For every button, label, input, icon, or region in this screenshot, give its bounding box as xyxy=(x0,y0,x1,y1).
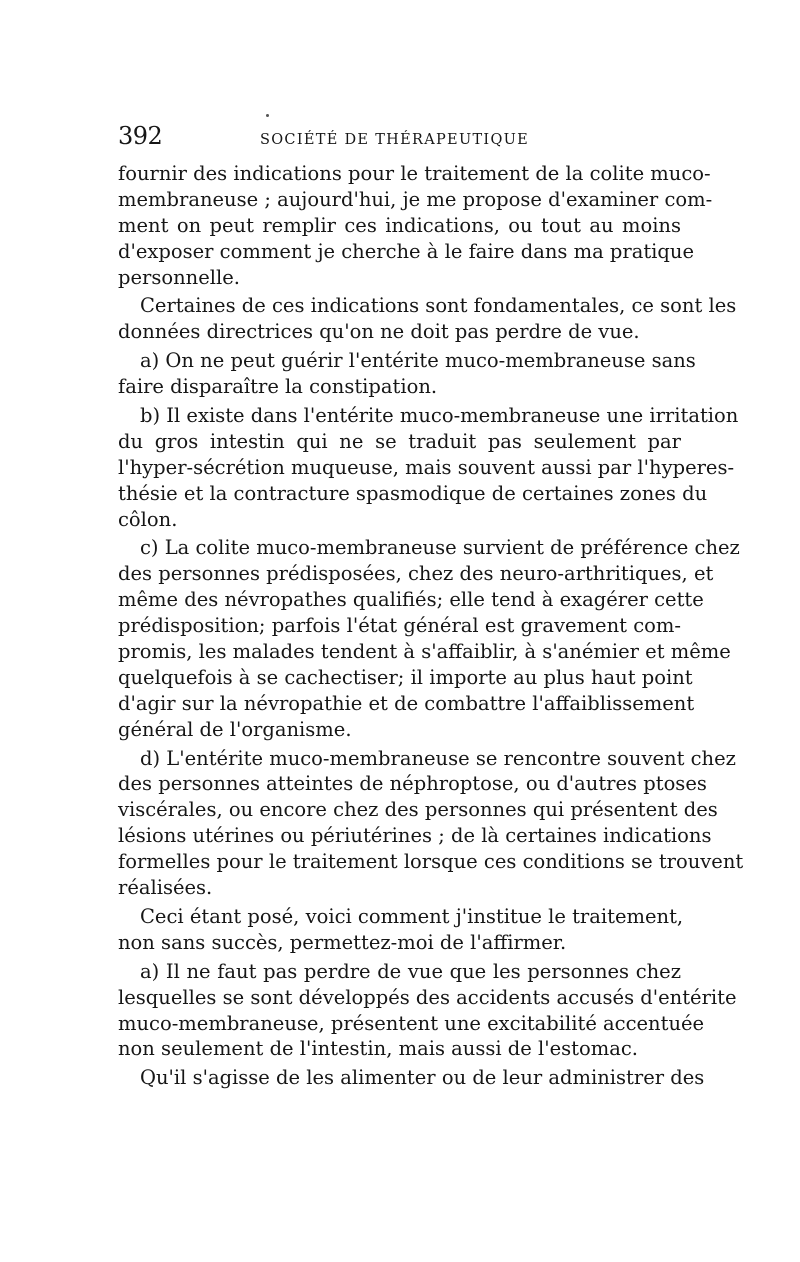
print-speck xyxy=(266,114,269,117)
text-line: côlon. xyxy=(118,507,178,531)
text-line: fournir des indications pour le traitement de la colite muco- xyxy=(118,162,711,185)
text-line: thésie et la contracture spasmodique de certaines zones du xyxy=(118,481,708,505)
text-line: des personnes prédisposées, chez des neuro-arthritiques, et xyxy=(118,562,714,586)
text-line: d'agir sur la névropathie et de combattre l'affaiblissement xyxy=(118,691,695,715)
text-line: viscérales, ou encore chez des personnes qui présentent des xyxy=(118,798,718,822)
text-line: Ceci étant posé, voici comment j'institue le traitement, xyxy=(140,904,684,928)
text-line: membraneuse ; aujourd'hui, je me propose d'examiner com- xyxy=(118,187,713,211)
text-line: données directrices qu'on ne doit pas perdre de vue. xyxy=(118,320,640,344)
text-line: non sans succès, permettez-moi de l'affirmer. xyxy=(118,930,567,954)
text-line: a) Il ne faut pas perdre de vue que les personnes chez xyxy=(140,959,681,983)
body-text xyxy=(118,161,744,1091)
text-line: même des névropathes qualifiés; elle tend à exagérer cette xyxy=(118,588,704,612)
text-line: formelles pour le traitement lorsque ces conditions se trouvent xyxy=(118,850,744,874)
text-line: l'hyper-sécrétion muqueuse, mais souvent aussi par l'hyperes- xyxy=(118,455,735,479)
text-line: non seulement de l'intestin, mais aussi de l'estomac. xyxy=(118,1037,638,1061)
text-line: muco-membraneuse, présentent une excitabilité accentuée xyxy=(118,1011,705,1035)
text-line: ment on peut remplir ces indications, ou tout au moins xyxy=(118,213,681,237)
text-line: personnelle. xyxy=(118,265,240,289)
page-header xyxy=(118,121,681,155)
running-title: SOCIÉTÉ DE THÉRAPEUTIQUE xyxy=(260,132,530,148)
text-line: quelquefois à se cachectiser; il importe au plus haut point xyxy=(118,665,693,689)
text-line: d'exposer comment je cherche à le faire dans ma pratique xyxy=(118,239,695,263)
text-line: Qu'il s'agisse de les alimenter ou de leur administrer des xyxy=(140,1066,705,1090)
text-line: c) La colite muco-membraneuse survient de préférence chez xyxy=(140,536,740,560)
page-number: 392 xyxy=(118,122,163,150)
text-line: b) Il existe dans l'entérite muco-membraneuse une irritation xyxy=(140,404,739,428)
text-line: Certaines de ces indications sont fondamentales, ce sont les xyxy=(140,294,737,318)
text-line: promis, les malades tendent à s'affaiblir, à s'anémier et même xyxy=(118,640,731,664)
text-line: réalisées. xyxy=(118,876,213,900)
text-line: du gros intestin qui ne se traduit pas seulement par xyxy=(118,429,681,453)
text-line: général de l'organisme. xyxy=(118,717,352,741)
text-line: a) On ne peut guérir l'entérite muco-membraneuse sans xyxy=(140,349,696,373)
text-line: lesquelles se sont développés des accidents accusés d'entérite xyxy=(118,985,737,1009)
text-line: des personnes atteintes de néphroptose, ou d'autres ptoses xyxy=(118,772,707,796)
text-line: prédisposition; parfois l'état général est gravement com- xyxy=(118,614,681,638)
text-line: lésions utérines ou périutérines ; de là certaines indications xyxy=(118,824,712,848)
text-line: faire disparaître la constipation. xyxy=(118,375,438,399)
text-line: d) L'entérite muco-membraneuse se rencontre souvent chez xyxy=(140,746,736,770)
